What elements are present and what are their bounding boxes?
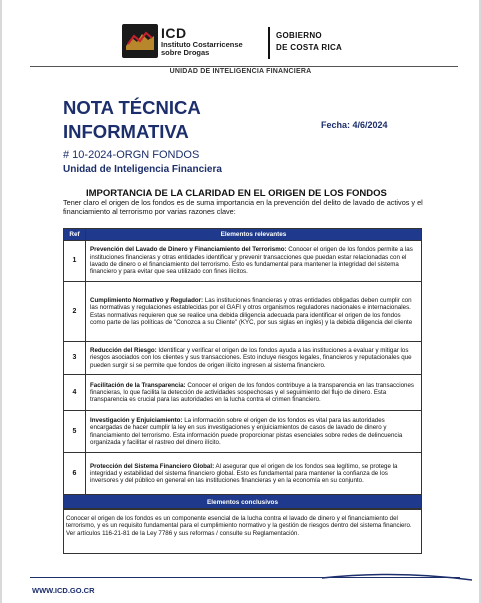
conclusion-heading: Elementos conclusivos bbox=[63, 494, 422, 509]
document-unit: Unidad de Inteligencia Financiera bbox=[63, 164, 222, 175]
document-date: Fecha: 4/6/2024 bbox=[321, 120, 388, 130]
table-row bbox=[64, 241, 422, 282]
row-heading: Investigación y Enjuiciamiento: bbox=[90, 416, 183, 424]
intro-paragraph: Tener claro el origen de los fondos es de suma importancia en la prevención del delito de lavado de activos y el financiamiento al terrorismo por varias razones clave: bbox=[63, 198, 423, 216]
logo-subtitle-2: sobre Drogas bbox=[161, 48, 210, 57]
document-number: # 10-2024-ORGN FONDOS bbox=[63, 149, 200, 161]
row-text bbox=[86, 453, 422, 495]
table-row bbox=[64, 282, 422, 342]
table-header-row bbox=[64, 229, 422, 241]
footer-website-link[interactable]: WWW.ICD.GO.CR bbox=[32, 586, 95, 595]
header-divider bbox=[268, 27, 270, 59]
row-body: Las instituciones financieras y otras entidades obligadas deben cumplir con las normativas y regulaciones establecidas por el GAFI y otros organismos reguladores nacionales e internacionales. Estas normativas requieren que se realice una debida diligencia adecuada para identificar el origen de los fondos como parte de las políticas de "Conozca a su Cliente" (KYC, por sus siglas en inglés) y la debida diligencia del cliente bbox=[90, 296, 413, 326]
column-header-ref: Ref bbox=[64, 229, 86, 241]
row-text bbox=[86, 411, 422, 453]
conclusion-text: Conocer el origen de los fondos es un componente esencial de la lucha contra el lavado de dinero y el financiamiento del terrorismo, y es un requisito fundamental para el cumplimiento normativo y la gestión de riesgos dentro del sistema financiero. bbox=[66, 515, 412, 530]
row-heading: Cumplimiento Normativo y Regulador: bbox=[90, 296, 204, 304]
logo-name: ICD bbox=[161, 24, 187, 41]
column-header-elements: Elementos relevantes bbox=[86, 229, 422, 241]
icd-logo bbox=[122, 24, 243, 58]
row-text bbox=[86, 342, 422, 375]
row-body: La información sobre el origen de los fondos es vital para las autoridades encargadas de hacer cumplir la ley en sus investigaciones y enjuiciamientos de casos de lavado de dinero y financiamiento del terrorismo. Esta información puede proporcionar pistas esenciales sobre redes de delincuencia organizada y facilitar el rastreo del dinero ilícito. bbox=[90, 416, 403, 446]
row-ref: 3 bbox=[64, 342, 86, 375]
table-row bbox=[64, 453, 422, 495]
row-body: Identificar y verificar el origen de los fondos ayuda a las instituciones a evaluar y mitigar los riesgos asociados con los clientes y sus transacciones. Esto incluye riesgos legales, financieros y reputacionales que pueden surgir si se permite que fondos de origen ilícito ingresen al sistema financiero. bbox=[90, 347, 412, 369]
row-ref: 4 bbox=[64, 375, 86, 411]
conclusion-reference: Ver artículos 116-21-81 de la Ley 7786 y sus reformas / consulte su Reglamentación. bbox=[66, 529, 300, 537]
row-text bbox=[86, 375, 422, 411]
row-text bbox=[86, 282, 422, 342]
title-line-2: INFORMATIVA bbox=[63, 121, 189, 142]
relevant-elements-table bbox=[63, 228, 422, 495]
row-ref: 1 bbox=[64, 241, 86, 282]
gov-line-1: GOBIERNO bbox=[276, 31, 322, 40]
table-row bbox=[64, 342, 422, 375]
conclusion-box bbox=[63, 509, 422, 554]
row-heading: Reducción del Riesgo: bbox=[90, 347, 157, 355]
unit-banner: UNIDAD DE INTELIGENCIA FINANCIERA bbox=[169, 68, 312, 75]
section-title: IMPORTANCIA DE LA CLARIDAD EN EL ORIGEN DE LOS FONDOS bbox=[86, 188, 387, 199]
table-row bbox=[64, 411, 422, 453]
footer-swoosh-icon bbox=[322, 572, 472, 584]
document-page bbox=[2, 0, 479, 603]
row-body: Conocer el origen de los fondos contribuye a la transparencia en las transacciones financieras, lo que facilita la detección de actividades sospechosas y el seguimiento del flujo de dinero. Esta transparencia es crucial para las autoridades en la lucha contra el crimen financiero. bbox=[90, 381, 414, 404]
government-label bbox=[276, 30, 342, 54]
row-heading: Prevención del Lavado de Dinero y Financiamiento del Terrorismo: bbox=[90, 246, 287, 254]
title-line-1: NOTA TÉCNICA bbox=[63, 97, 201, 118]
table-row bbox=[64, 375, 422, 411]
gov-line-2: DE COSTA RICA bbox=[276, 43, 343, 52]
row-heading: Facilitación de la Transparencia: bbox=[90, 381, 186, 389]
row-body: Conocer el origen de los fondos permite a las instituciones financieras y otras entidades identificar y prevenir transacciones que puedan estar relacionadas con el lavado de dinero o el financiamiento del terrorismo. Esto es fundamental para mantener la integridad del sistema financiero y para evitar que sea utilizado con fines ilícitos. bbox=[90, 246, 413, 276]
row-body: Al asegurar que el origen de los fondos sea legítimo, se protege la integridad y estabilidad del sistema financiero global. Esto es fundamental para mantener la confianza de los inversores y del público en general en las instituciones financieras y en la economía en su conjunto. bbox=[90, 462, 398, 485]
row-ref: 5 bbox=[64, 411, 86, 453]
row-text bbox=[86, 241, 422, 282]
document-title bbox=[63, 96, 201, 144]
row-ref: 2 bbox=[64, 282, 86, 342]
logo-subtitle-1: Instituto Costarricense bbox=[161, 39, 243, 49]
icd-logo-mark-icon bbox=[122, 24, 158, 58]
row-heading: Protección del Sistema Financiero Global: bbox=[90, 462, 215, 470]
row-ref: 6 bbox=[64, 453, 86, 495]
header-rule bbox=[30, 66, 458, 67]
